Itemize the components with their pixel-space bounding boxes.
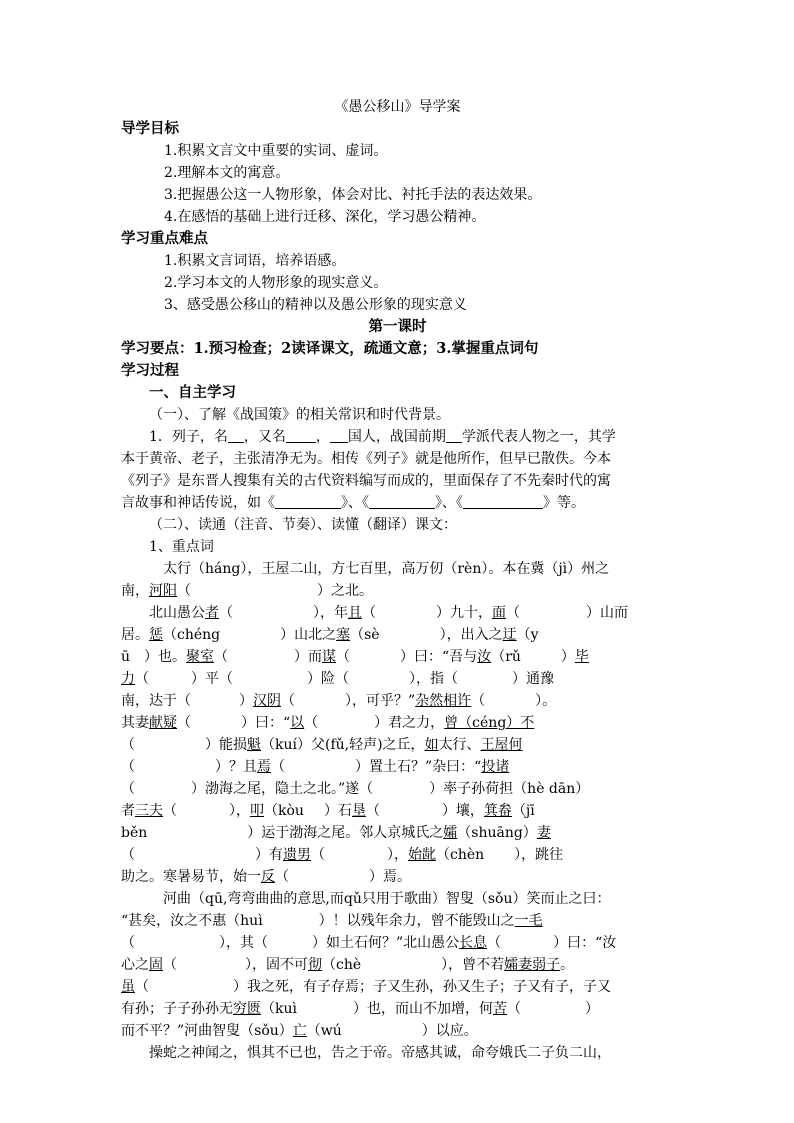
key-point-item: 2.学习本文的人物形象的现实意义。 (164, 275, 388, 291)
lesson-title: 第一课时 (368, 318, 427, 335)
liezi-paragraph: 1．列子，名 ，又名 ， 国人，战国前期 学派代表人物之一，其学 (149, 429, 616, 445)
key-points-heading: 学习重点难点 (121, 230, 208, 247)
part2-heading: （二）、读通（注音、节奏）、读懂（翻译）课文： (149, 517, 457, 533)
document-title: 《愚公移山》导学案 (334, 99, 461, 115)
blank-line[interactable] (463, 494, 543, 509)
goal-item: 4.在感悟的基础上进行迁移、深化，学习愚公精神。 (164, 209, 486, 225)
blank-line[interactable] (275, 494, 341, 509)
key-words-heading: 1、重点词 (149, 539, 214, 555)
key-point-item: 1.积累文言词语，培养语感。 (164, 253, 346, 269)
blank-line[interactable] (330, 428, 348, 443)
goals-heading: 导学目标 (121, 120, 179, 137)
goal-item: 1.积累文言文中重要的实词、虚词。 (164, 143, 388, 159)
blank-line[interactable] (369, 494, 435, 509)
part1-heading: （一）、了解《战国策》的相关常识和时代背景。 (149, 407, 450, 423)
blank-line[interactable] (446, 428, 462, 443)
process-heading: 学习过程 (121, 362, 179, 379)
goal-item: 2.理解本文的寓意。 (164, 165, 290, 181)
key-point-item: 3、感受愚公移山的精神以及愚公形象的现实意义 (164, 297, 467, 313)
blank-line[interactable] (228, 428, 244, 443)
self-study-heading: 一、自主学习 (149, 384, 236, 401)
blank-line[interactable] (286, 428, 316, 443)
goal-item: 3.把握愚公这一人物形象，体会对比、衬托手法的表达效果。 (164, 187, 542, 203)
document-body: 《愚公移山》导学案 导学目标 1.积累文言文中重要的实词、虚词。 2.理解本文的寓意。 3.把握愚公这一人物形象，体会对比、衬托手法的表达效果。 4.在感悟的基础上进行迁移、深化，学习愚公精神。 学习重点难点 1.积累文言词语，培养语感。 2.学习本文的人物形象的现实意义。 3、感受愚公移山的精神以及愚公形象的现实意义 第一课时 学习要点：1.预习检查；2读译课文，疏通文意；3.掌握重点词句 学习过程 一、自主学习 （一）、了解《战国策》的相关常识和时代背景。 1．列子，名 ，又名 ， 国人，战国前期 学派代表人物之一，其学 本于黄帝、老子，主张清净无为。相传《列子》就是他所作，但早已散佚。今本 《列子》是东晋人搜集有关的古代资料编写而成的，里面保存了不先秦时代的寓 言故事和神话传说，如《 》、《 》、《 》等。 （二）、读通（注音、节奏）、读懂（翻译）课文： 1、重点词 太行（háng），王屋二山，方七百里，高万仞（rèn）。本在冀（jì）州之 南，河阳（ ）之北。 北山愚公者（ ），年且（ ）九十，面（ ）山而 居。惩（chéng ）山北之塞（sè ），出入之迂（y ū ）也。聚室（ ）而谋（ ）曰：“吾与汝（rǔ ）毕 力（ ）平（ ）险（ ），指（ ）通豫 南，达于（ ）汉阴（ ），可乎？”杂然相许（ ）。 其妻献疑（ ）曰：“以（ ）君之力，曾（céng）不 （ ）能损魁（kuí）父(fǔ,轻声)之丘，如太行、王屋何 （ ）？且焉（ ）置土石？”杂曰：“投诸 （ ）渤海之尾，隐土之北。”遂（ ）率子孙荷担（hè dān） 者三夫（ ），叩（kòu ）石垦（ ）壤，箕畚（jī běn ）运于渤海之尾。邻人京城氏之孀（shuāng）妻 （ ）有遗男（ ），始龀（chèn ），跳往 助之。寒暑易节，始一反（ ）焉。 河曲（qū,弯弯曲曲的意思,而qǔ只用于歌曲）智叟（sǒu）笑而止之曰： “甚矣，汝之不惠（huì ）！以残年余力，曾不能毁山之一毛 （ ），其（ ）如土石何？”北山愚公长息（ ）曰：“汝 心之固（ ），固不可彻（chè ），曾不若孀妻弱子。 虽（ ）我之死，有子存焉；子又生孙，孙又生子；子又有子，子又 有孙；子子孙孙无穷匮（kuì ）也，而山不加增，何苦（ ） 而不平？”河曲智叟（sǒu）亡（wú ）以应。 操蛇之神闻之，惧其不已也，告之于帝。帝感其诚，命夸娥氏二子负二山， (121, 96, 674, 1064)
classical-text: 太行（háng），王屋二山，方七百里，高万仞（rèn）。本在冀（jì）州之 南，河阳（ ）之北。 北山愚公者（ ），年且（ ）九十，面（ ）山而 居。惩（chéng ）山北之塞（sè ），出入之迂（y ū ）也。聚室（ ）而谋（ ）曰：“吾与汝（rǔ ）毕 力（ ）平（ ）险（ ），指（ ）通豫 南，达于（ ）汉阴（ ），可乎？”杂然相许（ ）。 其妻献疑（ ）曰：“以（ ）君之力，曾（céng）不 （ ）能损魁（kuí）父(fǔ,轻声)之丘，如太行、王屋何 （ ）？且焉（ ）置土石？”杂曰：“投诸 （ ）渤海之尾，隐土之北。”遂（ ）率子孙荷担（hè dān） 者三夫（ ），叩（kòu ）石垦（ ）壤，箕畚（jī běn ）运于渤海之尾。邻人京城氏之孀（shuāng）妻 （ ）有遗男（ ），始龀（chèn ），跳往 助之。寒暑易节，始一反（ ）焉。 河曲（qū,弯弯曲曲的意思,而qǔ只用于歌曲）智叟（sǒu）笑而止之曰： “甚矣，汝之不惠（huì ）！以残年余力，曾不能毁山之一毛 （ ），其（ ）如土石何？”北山愚公长息（ ）曰：“汝 心之固（ ），固不可彻（chè ），曾不若孀妻弱子。 虽（ ）我之死，有子存焉；子又生孙，孙又生子；子又有子，子又 有孙；子子孙孙无穷匮（kuì ）也，而山不加增，何苦（ ） 而不平？”河曲智叟（sǒu）亡（wú ）以应。 操蛇之神闻之，惧其不已也，告之于帝。帝感其诚，命夸娥氏二子负二山， (121, 561, 628, 1061)
lesson-essentials: 学习要点：1.预习检查；2读译课文，疏通文意；3.掌握重点词句 (121, 340, 539, 357)
